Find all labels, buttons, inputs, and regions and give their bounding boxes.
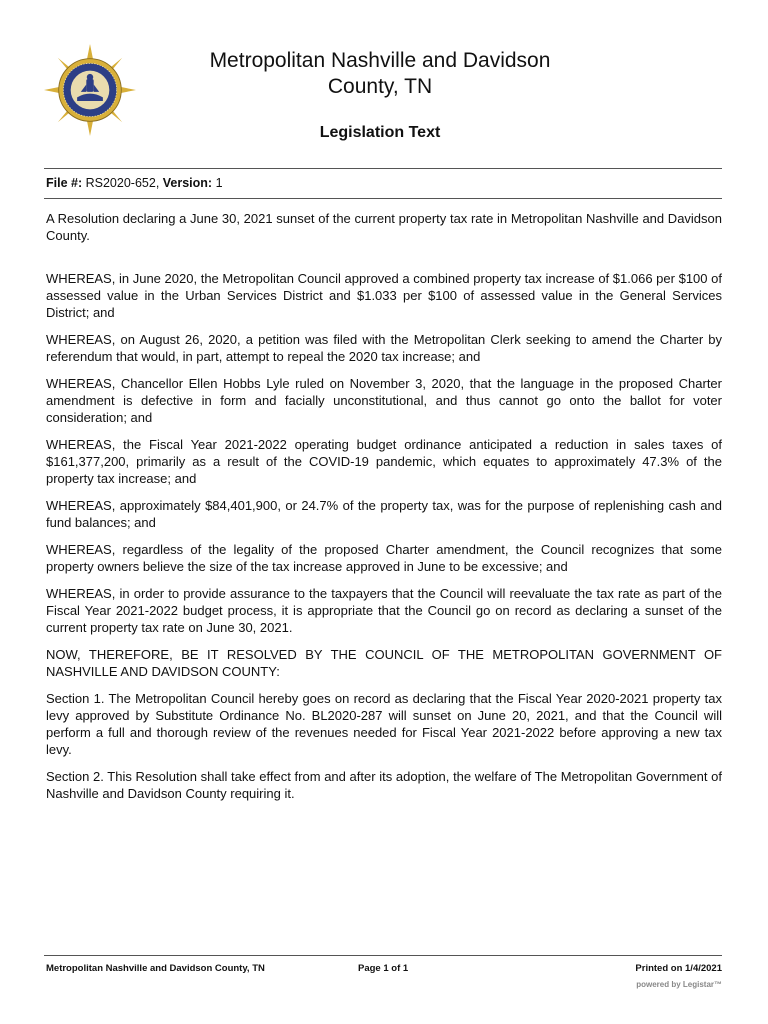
section-2: Section 2. This Resolution shall take effect from and after its adoption, the welfare of The Metropolitan Government of Nashville and Davidson County requiring it. xyxy=(46,769,722,801)
powered-by-legistar: powered by Legistar™ xyxy=(636,980,722,989)
document-title xyxy=(180,48,580,100)
whereas-paragraph-7: WHEREAS, in order to provide assurance to the taxpayers that the Council will reevaluate the tax rate as part of the Fiscal Year 2021-2022 budget process, it is appropriate that the Council go on record as declaring a sunset of the current property tax rate on June 30, 2021. xyxy=(46,586,722,635)
file-divider xyxy=(44,198,722,199)
metro-seal-logo xyxy=(44,44,136,136)
footer-printed-date: Printed on 1/4/2021 xyxy=(635,963,722,974)
whereas-paragraph-1: WHEREAS, in June 2020, the Metropolitan Council approved a combined property tax increase of $1.066 per $100 of assessed value in the Urban Services District and $1.033 per $100 of assessed value in the General Services District; and xyxy=(46,271,722,320)
footer-divider xyxy=(44,955,722,956)
file-info-line: File #: RS2020-652, Version: 1 xyxy=(46,176,223,190)
whereas-paragraph-4: WHEREAS, the Fiscal Year 2021-2022 operating budget ordinance anticipated a reduction in sales taxes of $161,377,200, primarily as a result of the COVID-19 pandemic, which equates to approximately 47.3% of the property tax increase; and xyxy=(46,437,722,486)
top-divider xyxy=(44,168,722,169)
title-line-1: Metropolitan Nashville and Davidson xyxy=(209,49,551,72)
whereas-paragraph-5: WHEREAS, approximately $84,401,900, or 24.7% of the property tax, was for the purpose of replenishing cash and fund balances; and xyxy=(46,498,722,530)
version-number: 1 xyxy=(215,176,223,190)
file-label: File #: xyxy=(46,176,83,190)
footer-page-number: Page 1 of 1 xyxy=(358,963,409,974)
title-line-2: County, TN xyxy=(327,75,433,98)
resolution-caption: A Resolution declaring a June 30, 2021 sunset of the current property tax rate in Metropolitan Nashville and Davidson County. xyxy=(46,211,722,243)
file-number: RS2020-652 xyxy=(85,176,156,190)
whereas-paragraph-6: WHEREAS, regardless of the legality of the proposed Charter amendment, the Council recognizes that some property owners believe the size of the tax increase approved in June to be excessive; and xyxy=(46,542,722,574)
whereas-paragraph-3: WHEREAS, Chancellor Ellen Hobbs Lyle ruled on November 3, 2020, that the language in the proposed Charter amendment is defective in form and facially unconstitutional, and thus cannot go onto the ballot for voter consideration; and xyxy=(46,376,722,425)
section-1: Section 1. The Metropolitan Council hereby goes on record as declaring that the Fiscal Year 2020-2021 property tax levy approved by Substitute Ordinance No. BL2020-287 will sunset on June 20, 2021, and that the Council will perform a full and thorough review of the revenues needed for Fiscal Year 2021-2022 before approving a new tax levy. xyxy=(46,691,722,757)
resolved-clause: NOW, THEREFORE, BE IT RESOLVED BY THE COUNCIL OF THE METROPOLITAN GOVERNMENT OF NASHVILLE AND DAVIDSON COUNTY: xyxy=(46,647,722,679)
document-subtitle: Legislation Text xyxy=(319,124,441,141)
legislation-body xyxy=(46,210,722,812)
whereas-paragraph-2: WHEREAS, on August 26, 2020, a petition was filed with the Metropolitan Clerk seeking to amend the Charter by referendum that would, in part, attempt to repeal the 2020 tax increase; and xyxy=(46,332,722,364)
footer-org: Metropolitan Nashville and Davidson County, TN xyxy=(46,963,265,974)
version-label: Version: xyxy=(162,176,213,190)
